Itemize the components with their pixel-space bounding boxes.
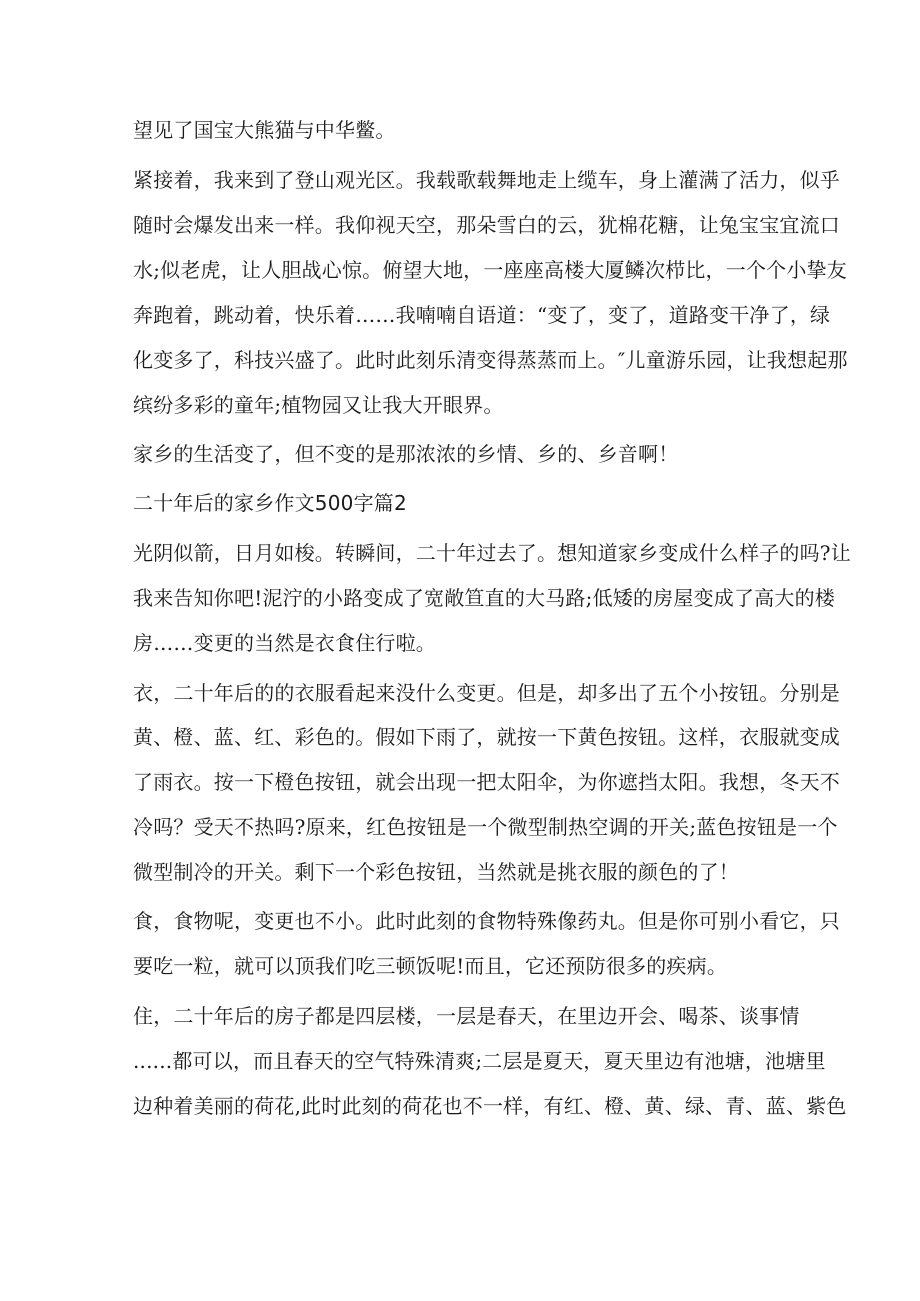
text-line: 紧接着，我来到了登山观光区。我载歌载舞地走上缆车，身上灌满了活力，似乎 [133,168,840,192]
text-line: 微型制冷的开关。剩下一个彩色按钮，当然就是挑衣服的颜色的了！ [133,860,739,884]
text-line: 化变多了，科技兴盛了。此时此刻乐清变得蒸蒸而上。″儿童游乐园，让我想起那 [133,348,848,372]
text-line: 光阴似箭，日月如梭。转瞬间，二十年过去了。想知道家乡变成什么样子的吗?让 [133,541,851,565]
text-line: 缤纷多彩的童年;植物园又让我大开眼界。 [133,393,504,417]
text-line: 边种着美丽的荷花,此时此刻的荷花也不一样，有红、橙、黄、绿、青、蓝、紫色 [133,1094,847,1118]
text-line: 衣，二十年后的的衣服看起来没什么变更。但是，却多出了五个小按钮。分别是 [133,681,840,705]
text-line: 黄、橙、蓝、红、彩色的。假如下雨了，就按一下黄色按钮。这样，衣服就变成 [133,725,840,749]
text-line: 水;似老虎，让人胆战心惊。俯望大地，一座座高楼大厦鳞次栉比，一个个小挚友 [133,258,847,282]
text-line: 冷吗？受天不热吗?原来，红色按钮是一个微型制热空调的开关;蓝色按钮是一个 [133,815,838,839]
text-line: 望见了国宝大熊猫与中华鳖。 [133,118,396,142]
text-line: 了雨衣。按一下橙色按钮，就会出现一把太阳伞，为你遮挡太阳。我想，冬天不 [133,770,840,794]
text-line: 住，二十年后的房子都是四层楼，一层是春天，在里边开会、喝茶、谈事情 [133,1004,800,1028]
text-line: 房……变更的当然是衣食住行啦。 [133,631,436,655]
text-line: 食，食物呢，变更也不小。此时此刻的食物特殊像药丸。但是你可别小看它，只 [133,909,840,933]
text-line: 奔跑着，跳动着，快乐着……我喃喃自语道：“变了，变了，道路变干净了，绿 [133,303,831,327]
section-heading: 二十年后的家乡作文500字篇2 [133,491,407,515]
text-line: 要吃一粒，就可以顶我们吃三顿饭呢!而且，它还预防很多的疾病。 [133,954,728,978]
text-line: 随时会爆发出来一样。我仰视天空，那朵雪白的云，犹棉花糖，让兔宝宝宜流口 [133,213,840,237]
text-line: 我来告知你吧!泥泞的小路变成了宽敞笪直的大马路;低矮的房屋变成了高大的楼 [133,586,835,610]
text-line: ......都可以，而且春天的空气特殊清爽;二层是夏天，夏天里边有池塘，池塘里 [133,1049,826,1073]
text-line: 家乡的生活变了，但不变的是那浓浓的乡情、乡的、乡音啊！ [133,442,679,466]
